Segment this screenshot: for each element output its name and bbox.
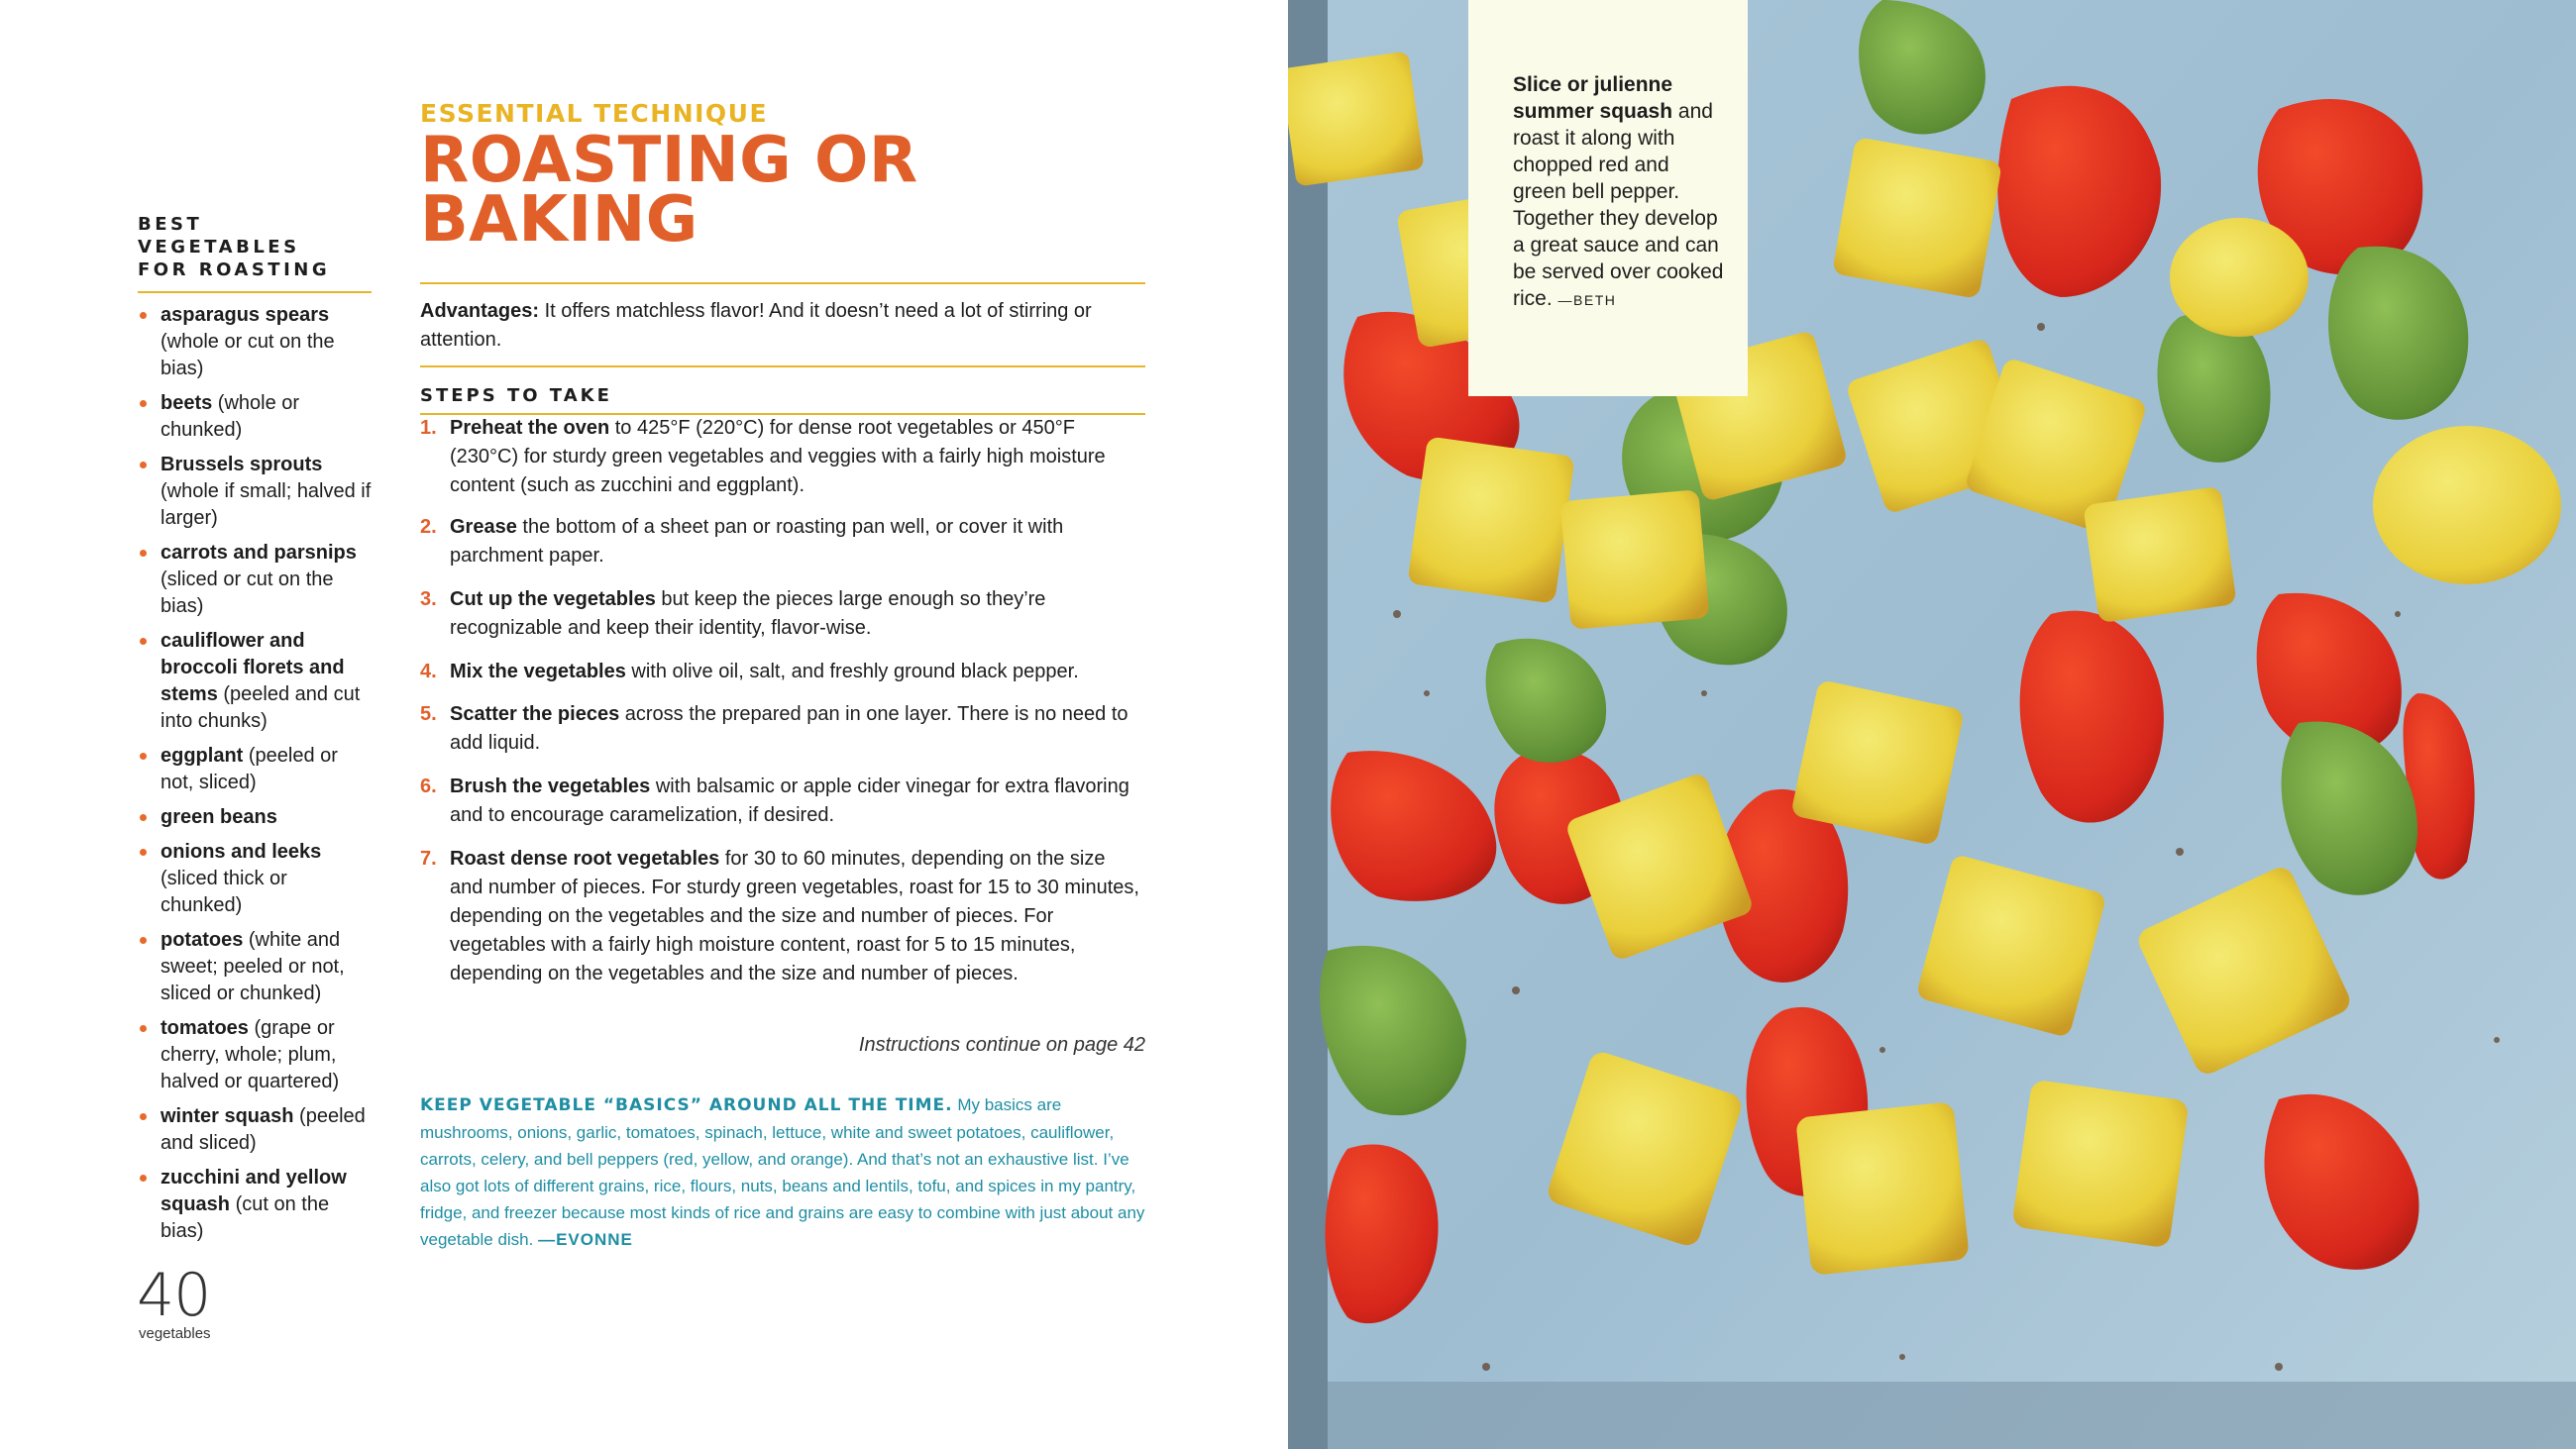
- vegetable-name: asparagus spears: [161, 304, 330, 326]
- vegetable-name: zucchini and yellow squash: [161, 1167, 347, 1215]
- step-number: 5.: [420, 703, 437, 725]
- sidebar-best-vegetables: [138, 213, 372, 1253]
- vegetable-name: Brussels sprouts: [161, 454, 323, 475]
- step-item: [420, 585, 1143, 643]
- vegetable-prep: (whole if small; halved if larger): [161, 480, 372, 529]
- step-number: 1.: [420, 417, 437, 439]
- vegetable-prep: (peeled and sliced): [161, 1105, 366, 1154]
- step-item: [420, 700, 1143, 758]
- vegetable-item: [138, 628, 372, 735]
- sidebar-title-line2: FOR ROASTING: [138, 259, 331, 280]
- quote-bold: Slice or julienne summer squash: [1513, 73, 1673, 123]
- tip-body: My basics are mushrooms, onions, garlic, tomatoes, spinach, lettuce, white and sweet potatoes, cauliflower, carrots, celery, and bell peppers (red, yellow, and orange). And that’s not an exhaustive list. I’ve also got lots of different grains, rice, flours, nuts, beans and lentils, tofu, and spices in my pantry, fridge, and freezer because most kinds of rice and grains are easy to combine with just about any vegetable dish.: [420, 1095, 1145, 1249]
- vegetable-name: beets: [161, 392, 213, 414]
- step-number: 3.: [420, 588, 437, 610]
- vegetable-prep: (whole or cut on the bias): [161, 331, 335, 379]
- eyebrow-label: ESSENTIAL TECHNIQUE: [420, 99, 769, 128]
- vegetable-list: [138, 302, 372, 1245]
- step-action: Roast dense root vegetables: [450, 848, 720, 870]
- quote-callout: [1468, 0, 1748, 396]
- sidebar-title-line1: BEST VEGETABLES: [138, 214, 300, 258]
- vegetable-name: tomatoes: [161, 1017, 249, 1039]
- vegetable-item: [138, 540, 372, 620]
- step-detail: across the prepared pan in one layer. There is no need to add liquid.: [450, 703, 1128, 754]
- vegetable-name: cauliflower and broccoli florets and stems: [161, 630, 345, 705]
- page-title: ROASTING OR BAKING: [420, 124, 918, 257]
- vegetable-name: eggplant: [161, 745, 244, 767]
- step-detail: to 425°F (220°C) for dense root vegetables or 450°F (230°C) for sturdy green vegetables and veggies with a fairly high moisture content (such as zucchini and eggplant).: [450, 417, 1106, 496]
- step-item: [420, 773, 1143, 830]
- advantages-text: It offers matchless flavor! And it doesn’t need a lot of stirring or attention.: [420, 300, 1092, 351]
- vegetable-item: [138, 839, 372, 919]
- step-action: Mix the vegetables: [450, 661, 626, 682]
- main-content: [420, 97, 1145, 1249]
- page-number: 40: [137, 1261, 211, 1330]
- step-item: [420, 414, 1143, 500]
- vegetable-prep: (peeled and cut into chunks): [161, 683, 361, 732]
- sidebar-title: [138, 213, 372, 293]
- advantages-label: Advantages:: [420, 300, 540, 322]
- step-action: Scatter the pieces: [450, 703, 620, 725]
- vegetable-item: [138, 302, 372, 382]
- vegetable-name: onions and leeks: [161, 841, 322, 863]
- step-action: Cut up the vegetables: [450, 588, 656, 610]
- step-detail: for 30 to 60 minutes, depending on the size and number of pieces. For sturdy green vegetables, roast for 15 to 30 minutes, depending on the vegetables and the size and number of pieces. For vegetables with a fairly high moisture content, roast for 5 to 15 minutes, depending on the vegetables and the size and number of pieces.: [450, 848, 1139, 984]
- vegetable-name: green beans: [161, 806, 277, 828]
- quote-text: [1513, 71, 1726, 314]
- pan-edge: [1328, 1382, 2576, 1449]
- vegetable-item: [138, 1165, 372, 1245]
- step-item: [420, 513, 1143, 570]
- step-number: 6.: [420, 776, 437, 797]
- vegetable-item: [138, 1015, 372, 1095]
- step-number: 2.: [420, 516, 437, 538]
- vegetable-prep: (peeled or not, sliced): [161, 745, 338, 793]
- page-section-label: vegetables: [139, 1325, 211, 1342]
- vegetable-item: [138, 1103, 372, 1157]
- step-action: Preheat the oven: [450, 417, 610, 439]
- vegetable-item: [138, 927, 372, 1007]
- vegetable-item: [138, 743, 372, 796]
- step-item: [420, 658, 1143, 686]
- advantages-block: [420, 282, 1145, 367]
- steps-heading: STEPS TO TAKE: [420, 367, 1145, 415]
- quote-body: and roast it along with chopped red and green bell pepper. Together they develop a great sauce and can be served over cooked rice.: [1513, 100, 1724, 310]
- vegetable-prep: (white and sweet; peeled or not, sliced or chunked): [161, 929, 345, 1004]
- step-detail: the bottom of a sheet pan or roasting pan well, or cover it with parchment paper.: [450, 516, 1064, 567]
- tip-callout: [420, 1091, 1145, 1253]
- continue-note: Instructions continue on page 42: [858, 1034, 1145, 1056]
- step-action: Brush the vegetables: [450, 776, 651, 797]
- step-number: 4.: [420, 661, 437, 682]
- step-detail: with olive oil, salt, and freshly ground black pepper.: [625, 661, 1079, 682]
- step-detail: but keep the pieces large enough so they’re recognizable and keep their identity, flavor-wise.: [450, 588, 1046, 639]
- step-detail: with balsamic or apple cider vinegar for extra flavoring and to encourage caramelization, if desired.: [450, 776, 1129, 826]
- vegetable-item: [138, 390, 372, 444]
- step-number: 7.: [420, 848, 437, 870]
- step-item: [420, 845, 1143, 988]
- vegetable-item: [138, 452, 372, 532]
- vegetable-name: potatoes: [161, 929, 244, 951]
- step-action: Grease: [450, 516, 517, 538]
- tip-signature: —EVONNE: [538, 1230, 633, 1249]
- quote-signature: —BETH: [1557, 292, 1617, 308]
- tip-lead: KEEP VEGETABLE “BASICS” AROUND ALL THE TIME.: [420, 1095, 953, 1115]
- vegetable-name: carrots and parsnips: [161, 542, 357, 564]
- vegetable-prep: (sliced or cut on the bias): [161, 569, 334, 617]
- vegetable-prep: (whole or chunked): [161, 392, 300, 441]
- vegetable-prep: (grape or cherry, whole; plum, halved or quartered): [161, 1017, 340, 1092]
- vegetable-name: winter squash: [161, 1105, 294, 1127]
- vegetable-item: [138, 804, 372, 831]
- vegetable-prep: (sliced thick or chunked): [161, 868, 287, 916]
- vegetable-prep: (cut on the bias): [161, 1193, 330, 1242]
